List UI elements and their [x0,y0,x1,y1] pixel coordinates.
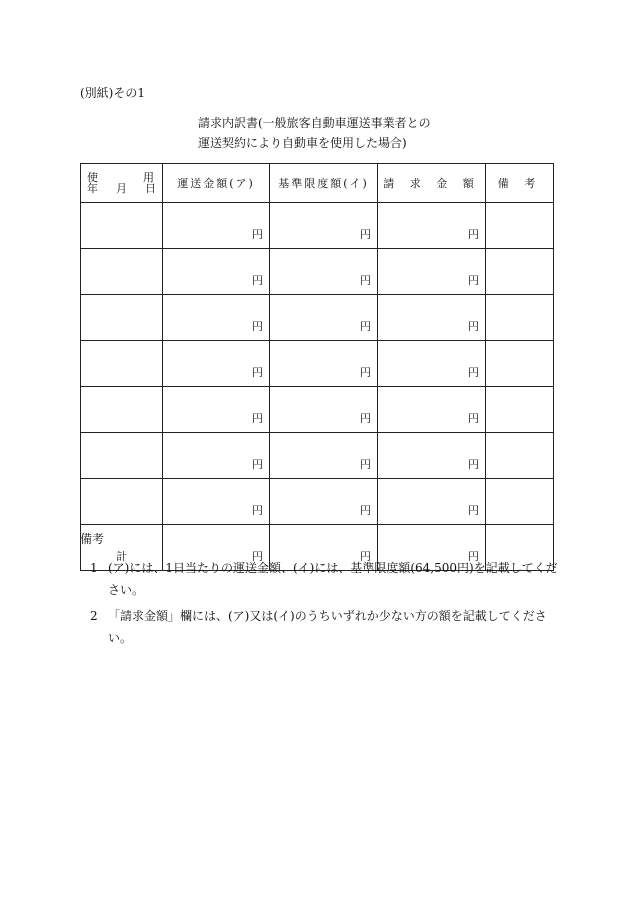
table-row [81,479,554,525]
header-date-top-left: 使 [87,171,98,184]
claim-breakdown-table [80,163,554,571]
header-use-date [81,164,163,203]
claim-amount-cell[interactable]: 円 [378,203,486,249]
header-remarks: 備 考 [486,164,554,203]
remarks-cell[interactable] [486,479,554,525]
header-limit-amount: 基準限度額(イ) [270,164,378,203]
table-row [81,341,554,387]
header-date-top-right: 用 [143,171,154,184]
use-date-cell[interactable] [81,295,163,341]
use-date-cell[interactable] [81,479,163,525]
claim-amount-cell[interactable]: 円 [378,433,486,479]
transport-amount-cell[interactable]: 円 [163,203,270,249]
transport-amount-cell[interactable]: 円 [163,249,270,295]
title-line-1: 請求内訳書(一般旅客自動車運送事業者との [198,116,431,130]
use-date-cell[interactable] [81,203,163,249]
transport-amount-cell[interactable]: 円 [163,433,270,479]
total-label: 計 [81,525,163,571]
header-transport-amount: 運送金額(ア) [163,164,270,203]
document-title [198,113,431,153]
limit-amount-cell[interactable]: 円 [270,433,378,479]
limit-amount-cell[interactable]: 円 [270,341,378,387]
total-claim-amount-cell[interactable]: 円 [378,525,486,571]
claim-amount-cell[interactable]: 円 [378,479,486,525]
table-row [81,203,554,249]
use-date-cell[interactable] [81,433,163,479]
note-number: 1 [90,561,98,575]
note-text: 「請求金額」欄には、(ア)又は(イ)のうちいずれか少ない方の額を記載してください。 [108,609,547,645]
limit-amount-cell[interactable]: 円 [270,295,378,341]
table-row [81,295,554,341]
header-date-day: 日 [145,182,156,195]
transport-amount-cell[interactable]: 円 [163,295,270,341]
remarks-cell[interactable] [486,387,554,433]
header-claim-amount: 請 求 金 額 [378,164,486,203]
remarks-cell[interactable] [486,249,554,295]
transport-amount-cell[interactable]: 円 [163,341,270,387]
use-date-cell[interactable] [81,387,163,433]
limit-amount-cell[interactable]: 円 [270,387,378,433]
note-item [80,605,560,649]
header-date-year: 年 [87,182,98,195]
table-row [81,433,554,479]
note-text: (ア)には、1日当たりの運送金額、(イ)には、基準限度額(64,500円)を記載してください。 [108,561,558,597]
remarks-cell[interactable] [486,203,554,249]
header-date-month: 月 [116,182,127,195]
remarks-cell[interactable] [486,433,554,479]
use-date-cell[interactable] [81,249,163,295]
claim-amount-cell[interactable]: 円 [378,295,486,341]
document-label: (別紙)その1 [80,86,145,100]
claim-amount-cell[interactable]: 円 [378,249,486,295]
total-limit-amount-cell[interactable]: 円 [270,525,378,571]
table-header-row [81,164,554,203]
claim-amount-cell[interactable]: 円 [378,341,486,387]
use-date-cell[interactable] [81,341,163,387]
note-number: 2 [90,609,98,623]
transport-amount-cell[interactable]: 円 [163,387,270,433]
total-transport-amount-cell[interactable]: 円 [163,525,270,571]
note-item [80,557,560,601]
remarks-cell[interactable] [486,295,554,341]
table-row [81,387,554,433]
remarks-cell[interactable] [486,341,554,387]
title-line-2: 運送契約により自動車を使用した場合) [198,136,407,150]
limit-amount-cell[interactable]: 円 [270,479,378,525]
notes-section [80,530,560,653]
claim-amount-cell[interactable]: 円 [378,387,486,433]
notes-heading: 備考 [80,532,105,546]
table-row [81,249,554,295]
limit-amount-cell[interactable]: 円 [270,249,378,295]
transport-amount-cell[interactable]: 円 [163,479,270,525]
limit-amount-cell[interactable]: 円 [270,203,378,249]
